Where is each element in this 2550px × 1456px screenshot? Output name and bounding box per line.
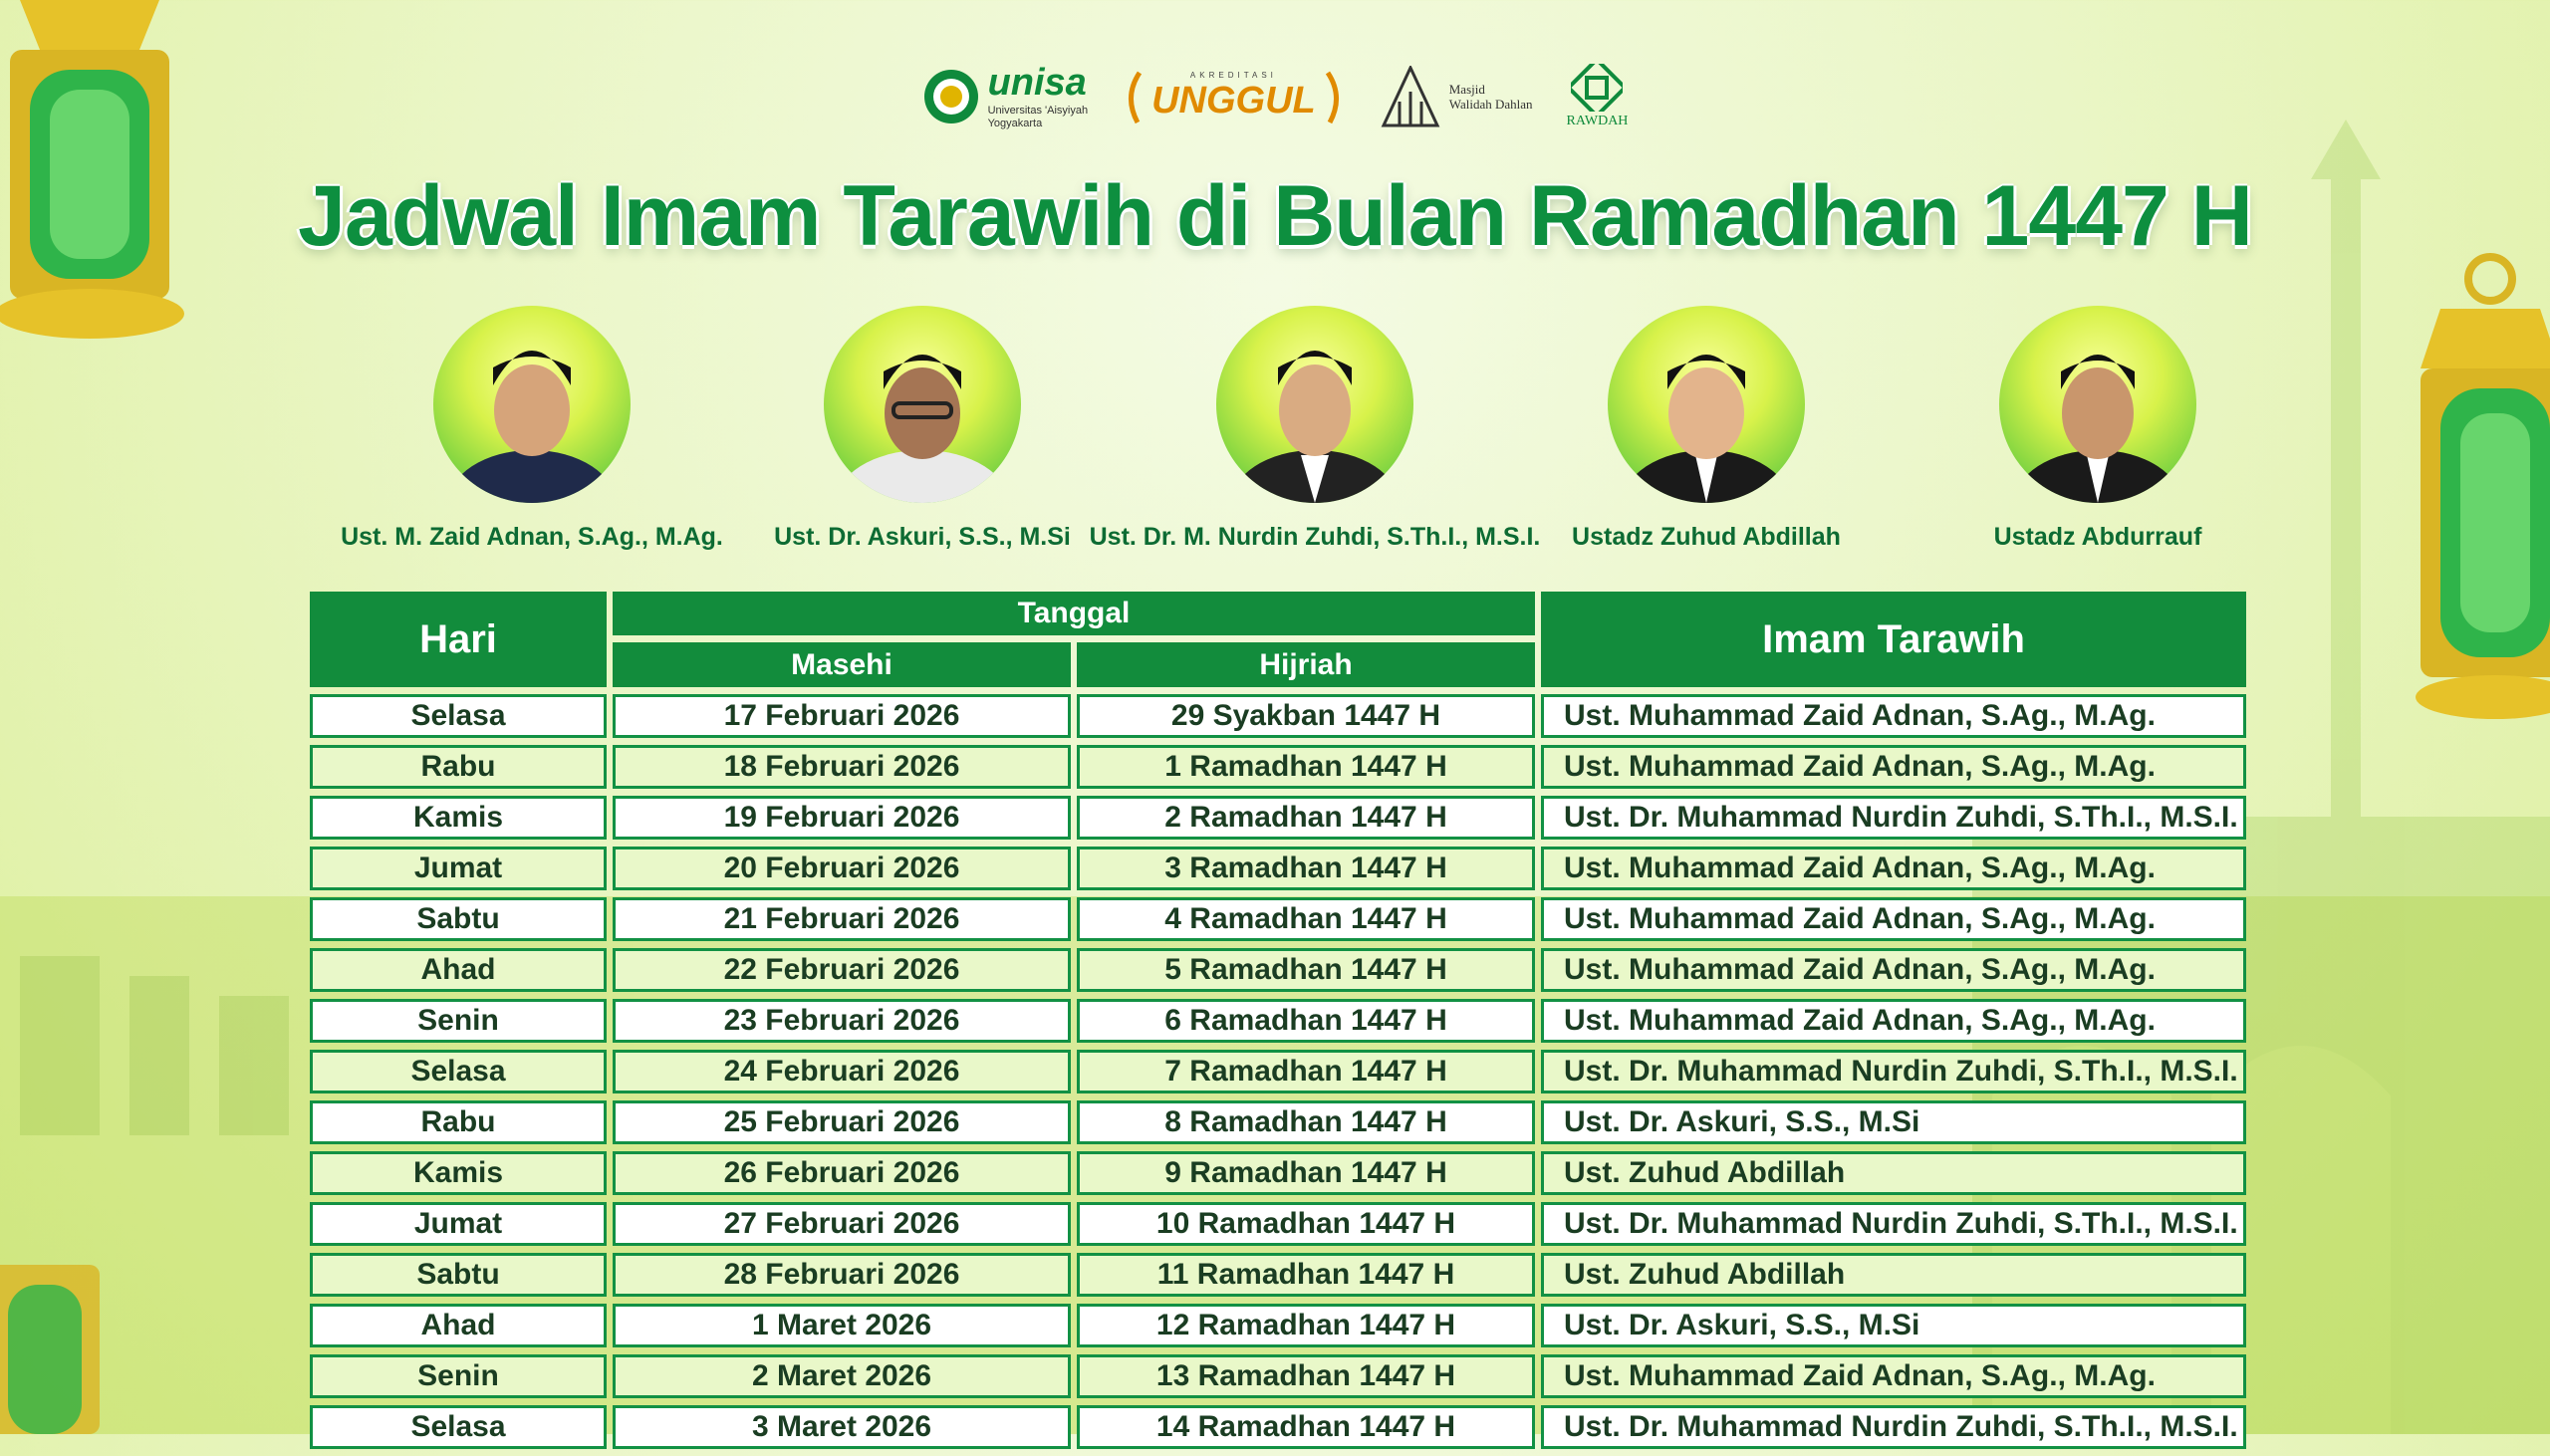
cell-imam: Ust. Muhammad Zaid Adnan, S.Ag., M.Ag. [1541, 694, 2246, 738]
page-title: Jadwal Imam Tarawih di Bulan Ramadhan 1447 H [298, 168, 2252, 264]
cell-hijriah: 13 Ramadhan 1447 H [1077, 1354, 1535, 1398]
table-row [310, 1304, 2246, 1347]
avatar [824, 306, 1021, 503]
schedule-table [304, 585, 2252, 1456]
cell-masehi: 3 Maret 2026 [613, 1405, 1071, 1449]
imam-name: Ust. M. Zaid Adnan, S.Ag., M.Ag. [341, 523, 723, 551]
cell-hari: Kamis [310, 1151, 607, 1195]
cell-hari: Selasa [310, 1050, 607, 1093]
cell-imam: Ust. Muhammad Zaid Adnan, S.Ag., M.Ag. [1541, 897, 2246, 941]
avatar [1216, 306, 1413, 503]
masjid-walidah-logo [1380, 66, 1533, 127]
cell-masehi: 19 Februari 2026 [613, 796, 1071, 840]
cell-hijriah: 9 Ramadhan 1447 H [1077, 1151, 1535, 1195]
cell-masehi: 22 Februari 2026 [613, 948, 1071, 992]
cell-hari: Jumat [310, 847, 607, 890]
cell-hari: Ahad [310, 948, 607, 992]
cell-masehi: 2 Maret 2026 [613, 1354, 1071, 1398]
cell-imam: Ust. Dr. Askuri, S.S., M.Si [1541, 1100, 2246, 1144]
unisa-logo-sub-2: Yogyakarta [987, 118, 1043, 129]
unisa-logo-text: unisa [987, 62, 1087, 104]
unggul-logo-top: AKREDITASI [1189, 70, 1277, 80]
header-hari: Hari [310, 592, 607, 687]
wheat-left-icon [1122, 69, 1144, 124]
cell-imam: Ust. Dr. Muhammad Nurdin Zuhdi, S.Th.I., M.S.I. [1541, 1405, 2246, 1449]
header-tanggal: Tanggal [613, 592, 1535, 635]
cell-imam: Ust. Dr. Askuri, S.S., M.Si [1541, 1304, 2246, 1347]
cell-masehi: 27 Februari 2026 [613, 1202, 1071, 1246]
table-row [310, 694, 2246, 738]
table-row [310, 1050, 2246, 1093]
unggul-logo-text: UNGGUL [1151, 79, 1316, 121]
cell-hari: Ahad [310, 1304, 607, 1347]
cell-imam: Ust. Muhammad Zaid Adnan, S.Ag., M.Ag. [1541, 847, 2246, 890]
cell-hijriah: 3 Ramadhan 1447 H [1077, 847, 1535, 890]
cell-hari: Rabu [310, 745, 607, 789]
unggul-logo [1122, 69, 1346, 124]
cell-hijriah: 12 Ramadhan 1447 H [1077, 1304, 1535, 1347]
cell-masehi: 23 Februari 2026 [613, 999, 1071, 1043]
rawdah-logo-text: RAWDAH [1566, 113, 1629, 128]
cell-imam: Ust. Zuhud Abdillah [1541, 1151, 2246, 1195]
person-portrait-icon [1999, 306, 2196, 503]
table-row [310, 897, 2246, 941]
header-masehi: Masehi [613, 642, 1071, 687]
cell-imam: Ust. Dr. Muhammad Nurdin Zuhdi, S.Th.I., M.S.I. [1541, 796, 2246, 840]
table-row [310, 1253, 2246, 1297]
cell-hijriah: 2 Ramadhan 1447 H [1077, 796, 1535, 840]
cell-imam: Ust. Muhammad Zaid Adnan, S.Ag., M.Ag. [1541, 745, 2246, 789]
cell-masehi: 21 Februari 2026 [613, 897, 1071, 941]
cell-hari: Kamis [310, 796, 607, 840]
cell-masehi: 1 Maret 2026 [613, 1304, 1071, 1347]
rawdah-logo [1567, 64, 1629, 129]
cell-masehi: 18 Februari 2026 [613, 745, 1071, 789]
table-row [310, 1100, 2246, 1144]
person-portrait-icon [433, 306, 631, 503]
table-row [310, 999, 2246, 1043]
unisa-logo-sub-1: Universitas 'Aisyiyah [987, 105, 1089, 117]
cell-masehi: 20 Februari 2026 [613, 847, 1071, 890]
person-portrait-icon [1608, 306, 1805, 503]
cell-masehi: 28 Februari 2026 [613, 1253, 1071, 1297]
cell-hijriah: 5 Ramadhan 1447 H [1077, 948, 1535, 992]
imam-portraits [0, 306, 2550, 565]
cell-hari: Sabtu [310, 1253, 607, 1297]
cell-hijriah: 6 Ramadhan 1447 H [1077, 999, 1535, 1043]
lantern-bottom-left-icon [0, 1245, 110, 1434]
masjid-logo-line2: Walidah Dahlan [1448, 96, 1533, 112]
cell-masehi: 25 Februari 2026 [613, 1100, 1071, 1144]
cell-hijriah: 11 Ramadhan 1447 H [1077, 1253, 1535, 1297]
cell-hari: Sabtu [310, 897, 607, 941]
imam-name: Ust. Dr. M. Nurdin Zuhdi, S.Th.I., M.S.I. [1089, 523, 1541, 551]
cell-hari: Selasa [310, 694, 607, 738]
cell-hijriah: 14 Ramadhan 1447 H [1077, 1405, 1535, 1449]
unisa-emblem-icon [922, 68, 980, 125]
logo-bar [0, 62, 2550, 130]
cell-masehi: 24 Februari 2026 [613, 1050, 1071, 1093]
table-row [310, 847, 2246, 890]
cell-imam: Ust. Muhammad Zaid Adnan, S.Ag., M.Ag. [1541, 1354, 2246, 1398]
table-row [310, 745, 2246, 789]
cell-masehi: 17 Februari 2026 [613, 694, 1071, 738]
imam-name: Ustadz Zuhud Abdillah [1572, 523, 1841, 551]
cell-hari: Senin [310, 999, 607, 1043]
cell-hari: Selasa [310, 1405, 607, 1449]
cell-hijriah: 7 Ramadhan 1447 H [1077, 1050, 1535, 1093]
cell-hijriah: 8 Ramadhan 1447 H [1077, 1100, 1535, 1144]
cell-imam: Ust. Muhammad Zaid Adnan, S.Ag., M.Ag. [1541, 999, 2246, 1043]
header-imam: Imam Tarawih [1541, 592, 2246, 687]
masjid-logo-line1: Masjid [1448, 81, 1485, 97]
table-row [310, 1405, 2246, 1449]
imam-card [1859, 306, 2337, 552]
rawdah-emblem-icon [1571, 64, 1623, 112]
cell-hari: Senin [310, 1354, 607, 1398]
cell-hijriah: 4 Ramadhan 1447 H [1077, 897, 1535, 941]
table-row [310, 796, 2246, 840]
cell-hijriah: 1 Ramadhan 1447 H [1077, 745, 1535, 789]
cell-hijriah: 29 Syakban 1447 H [1077, 694, 1535, 738]
wheat-right-icon [1324, 69, 1346, 124]
cell-imam: Ust. Muhammad Zaid Adnan, S.Ag., M.Ag. [1541, 948, 2246, 992]
person-portrait-icon [824, 306, 1021, 503]
cell-imam: Ust. Zuhud Abdillah [1541, 1253, 2246, 1297]
header-hijriah: Hijriah [1077, 642, 1535, 687]
imam-name: Ust. Dr. Askuri, S.S., M.Si [774, 523, 1071, 551]
table-row [310, 948, 2246, 992]
cell-imam: Ust. Dr. Muhammad Nurdin Zuhdi, S.Th.I., M.S.I. [1541, 1202, 2246, 1246]
avatar [1608, 306, 1805, 503]
masjid-emblem-icon [1380, 66, 1441, 127]
cell-hari: Rabu [310, 1100, 607, 1144]
table-row [310, 1354, 2246, 1398]
person-portrait-icon [1216, 306, 1413, 503]
imam-name: Ustadz Abdurrauf [1993, 523, 2202, 551]
table-row [310, 1151, 2246, 1195]
table-row [310, 1202, 2246, 1246]
unisa-logo [922, 62, 1089, 130]
avatar [1999, 306, 2196, 503]
cell-hijriah: 10 Ramadhan 1447 H [1077, 1202, 1535, 1246]
cell-hari: Jumat [310, 1202, 607, 1246]
avatar [433, 306, 631, 503]
cell-imam: Ust. Dr. Muhammad Nurdin Zuhdi, S.Th.I., M.S.I. [1541, 1050, 2246, 1093]
cell-masehi: 26 Februari 2026 [613, 1151, 1071, 1195]
